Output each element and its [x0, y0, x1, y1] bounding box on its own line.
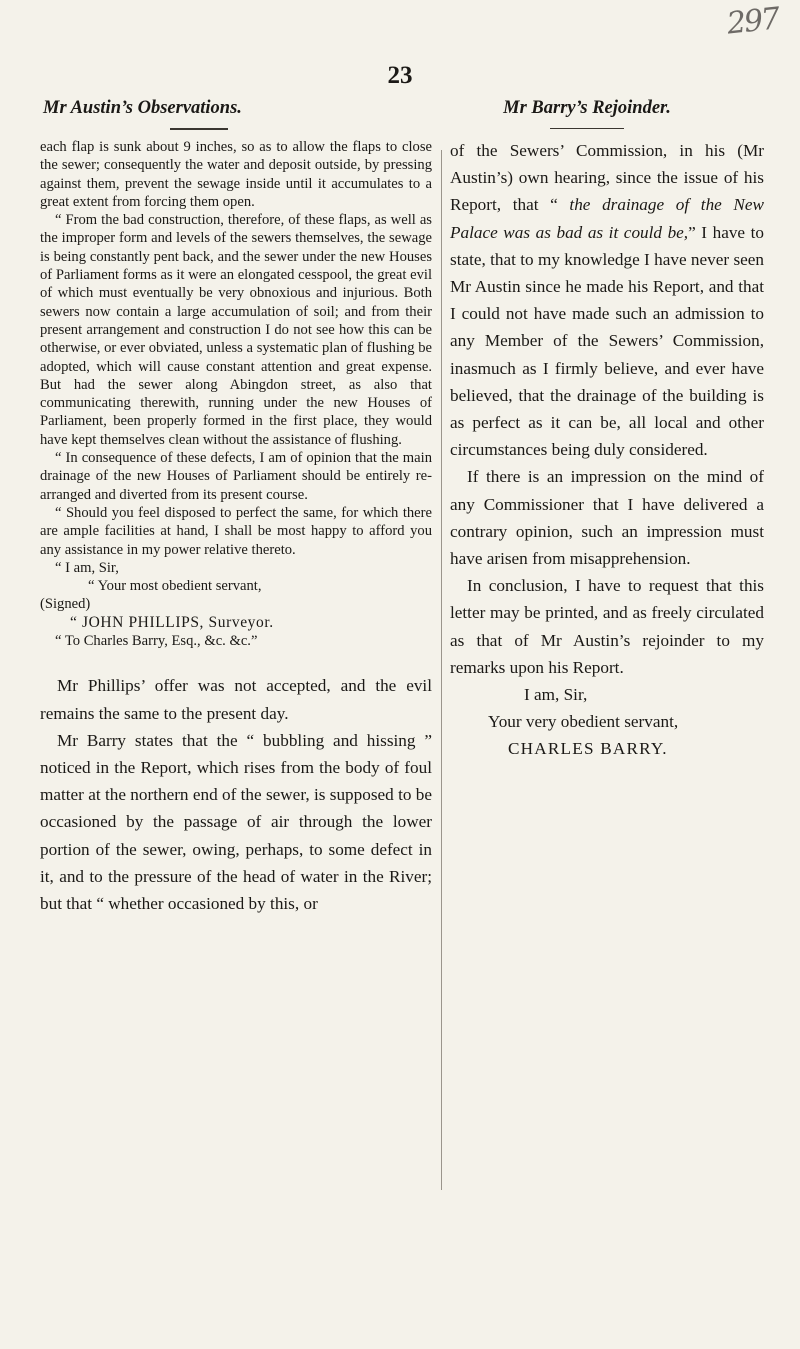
- left-heading-rule: [170, 128, 228, 130]
- rejoinder-text-run: ” I have to state, that to my knowledge I have never seen Mr Austin since he made his Report, and that I could not have made such an admission to any Member of the Sewers’ Commission, inasmuch as I firmly believe, and ever have believed, that the drainage of the building is as perfect as it can be, all local and other circumstances being duly considered.: [450, 222, 764, 460]
- handwritten-folio-number: 297: [725, 1, 780, 42]
- right-heading-rule: [550, 128, 624, 129]
- page-number: 23: [387, 62, 413, 89]
- rejoinder-signature: CHARLES BARRY.: [508, 739, 668, 759]
- letter-paragraph: “ Should you feel disposed to perfect the same, for which there are ample facilities at hand, I shall be most happy to afford you any assistance in my power relative thereto.: [40, 504, 432, 558]
- rejoinder-text-run: of the Sewers’ Commission, in his (Mr Austin’s) own hearing, since the issue of his Report, that “: [450, 141, 764, 215]
- right-column: [450, 95, 764, 763]
- commentary: [40, 672, 432, 917]
- signed-note: (Signed): [40, 596, 91, 613]
- right-column-heading: Mr Barry’s Rejoinder.: [503, 98, 671, 118]
- letter-closing: “ I am, Sir,: [55, 559, 119, 576]
- commentary-paragraph: Mr Phillips’ offer was not accepted, and the evil remains the same to the present day.: [40, 676, 432, 723]
- letter-paragraph: “ In consequence of these defects, I am of opinion that the main drainage of the new Houses of Parliament should be entirely rearranged and diverted from its present course.: [40, 450, 432, 503]
- left-column: [40, 95, 432, 917]
- rejoinder-paragraph: [450, 137, 764, 463]
- letter-paragraph: “ From the bad construction, therefore, of these flaps, as well as the improper form and levels of the sewers themselves, the sewage is being constantly pent back, and the sewer under the new Houses of Parliament forms as it were an elongated cesspool, the great evil of which must eventually be very obnoxious and injurious. Both sewers now contain a large accumulation of soil; and from their present arrangement and construction I do not see how this can be otherwise, or ever obviated, unless a systematic plan of flushing be adopted, which will cause constant attention and great expense. But had the sewer along Abingdon street, as also that communicating therewith, running under the new Houses of Parliament, been properly formed in the first place, they would have kept themselves clean without the assistance of flushing.: [40, 212, 432, 448]
- letter-signature: “ JOHN PHILLIPS, Surveyor.: [70, 613, 274, 631]
- letter-valediction: “ Your most obedient servant,: [88, 578, 262, 595]
- left-column-heading: Mr Austin’s Observations.: [43, 98, 242, 118]
- rejoinder-closing: I am, Sir,: [524, 685, 588, 705]
- letter-addressee: “ To Charles Barry, Esq., &c. &c.”: [55, 633, 258, 650]
- quoted-letter: [40, 138, 432, 650]
- rejoinder-paragraph: In conclusion, I have to request that this letter may be printed, and as freely circulated as that of Mr Austin’s rejoinder to my remarks upon his Report.: [450, 576, 764, 677]
- letter-paragraph: each flap is sunk about 9 inches, so as to allow the flaps to close the sewer; consequently the water and deposit outside, by pressing against them, prevent the sewage inside until it accumulates to a great extent from forcing them open.: [40, 139, 432, 210]
- rejoinder-text: [450, 137, 764, 763]
- rejoinder-italic-quote: the drainage of the New Palace was as bad as it could be,: [450, 195, 764, 242]
- rejoinder-paragraph: If there is an impression on the mind of any Commissioner that I have delivered a contrary opinion, such an impression must have arisen from misapprehension.: [450, 467, 764, 569]
- rejoinder-valediction: Your very obedient servant,: [488, 712, 679, 732]
- column-divider: [441, 150, 442, 1190]
- commentary-paragraph: Mr Barry states that the “ bubbling and hissing ” noticed in the Report, which rises from the body of foul matter at the northern end of the sewer, is supposed to be occasioned by the passage of air through the lower portion of the sewer, owing, perhaps, to some defect in it, and to the pressure of the head of water in the River; but that “ whether occasioned by this, or: [40, 730, 432, 913]
